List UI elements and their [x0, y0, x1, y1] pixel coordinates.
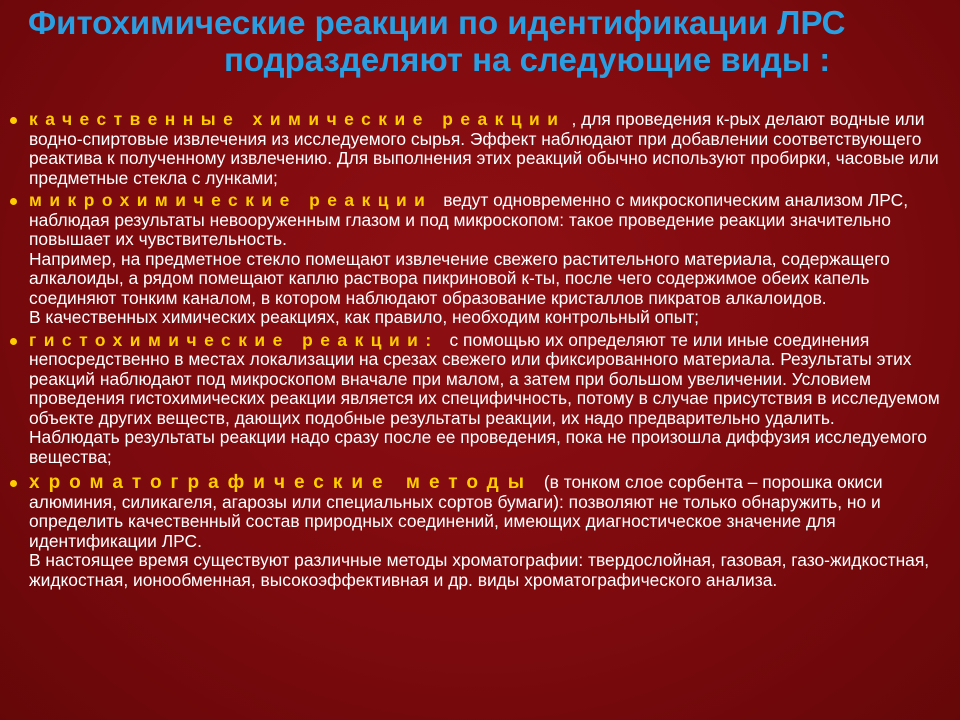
- item-text: с помощью их определяют те или иные соединения непосредственно в местах локализации на срезах свежего или фиксированного материала. Результаты этих реакций наблюдают под микроскопом вначале при малом, а затем при большом увеличении. Условием проведения гистохимических реакции является их специфичность, потому в случае присутствия в исследуемом объекте других веществ, дающих подобные результаты реакции, их надо предварительно удалить.: [29, 329, 940, 428]
- item-heading: микрохимические реакции: [29, 190, 433, 210]
- list-item-histochemical-reactions: [10, 331, 952, 468]
- item-heading: хроматографические методы: [29, 472, 533, 493]
- list-item-chromatographic-methods: [10, 473, 952, 590]
- slide-title-line-1: Фитохимические реакции по идентификации ЛРС: [28, 4, 846, 41]
- list-item-qualitative-reactions: [10, 110, 952, 188]
- item-paragraph: В качественных химических реакциях, как правило, необходим контрольный опыт;: [29, 307, 699, 327]
- item-heading: качественные химические реакции: [29, 109, 566, 129]
- list-item-microchemical-reactions: [10, 191, 952, 328]
- item-heading: гистохимические реакции:: [29, 329, 439, 350]
- item-text: ведут одновременно с микроскопическим анализом ЛРС, наблюдая результаты невооруженным глазом и под микроскопом: такое проведение реакции значительно повышает их чувствительность.: [29, 190, 909, 249]
- item-text: , для проведения к-рых делают водные или водно-спиртовые извлечения из исследуемого сырья. Эффект наблюдают при добавлении соответствующего реактива к полученному извлечению. Для выполнения этих реакций обычно используют пробирки, часовые или предметные стекла с лунками;: [29, 109, 939, 188]
- item-text: (в тонком слое сорбента – порошка окиси алюминия, силикагеля, агарозы или специальных сортов бумаги): позволяют не только обнаружить, но и определить качественный состав природных соединений, имеющих диагностическое значение для идентификации ЛРС.: [29, 472, 883, 551]
- bullet-icon: [10, 338, 17, 345]
- item-paragraph: Наблюдать результаты реакции надо сразу после ее проведения, пока не произошла диффузия исследуемого вещества;: [29, 427, 927, 467]
- bullet-icon: [10, 480, 17, 487]
- item-paragraph: В настоящее время существуют различные методы хроматографии: твердослойная, газовая, газо-жидкостная, жидкостная, ионообменная, высокоэффективная и др. виды хроматографического анализа.: [29, 550, 930, 590]
- item-paragraph: Например, на предметное стекло помещают извлечение свежего растительного материала, содержащего алкалоиды, а рядом помещают каплю раствора пикриновой к-ты, после чего содержимое обеих капель соединяют тонким каналом, в котором наблюдают образование кристаллов пикратов алкалоидов.: [29, 248, 890, 308]
- bullet-icon: [10, 198, 17, 205]
- bullet-icon: [10, 117, 17, 124]
- slide-title-line-2: подразделяют на следующие виды :: [224, 41, 831, 78]
- bullet-list: [10, 110, 952, 593]
